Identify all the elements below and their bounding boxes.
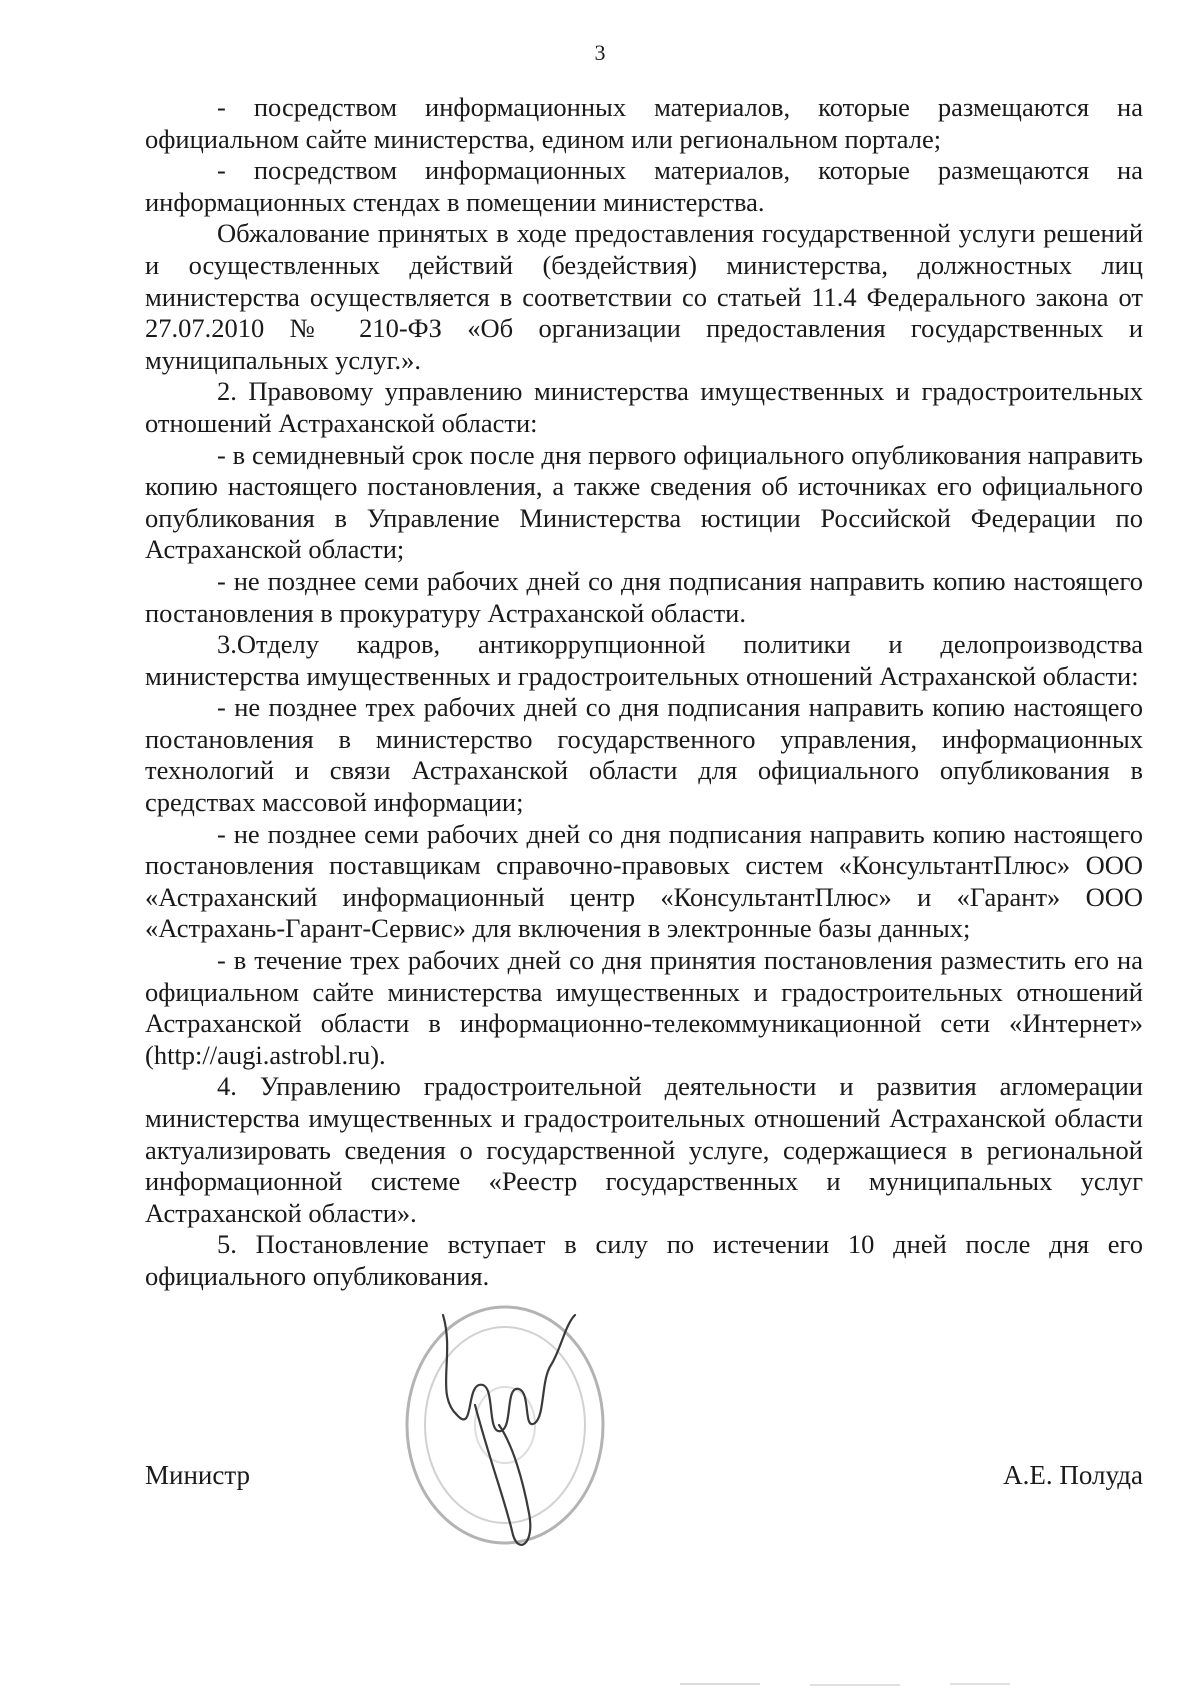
- paragraph-item-2: 2. Правовому управлению министерства имущественных и градостроительных отношений Астраханской области:: [145, 376, 1143, 438]
- page-number: 3: [594, 40, 606, 65]
- signer-name: А.Е. Полуда: [1003, 1460, 1143, 1490]
- paragraph-info-materials-site: - посредством информационных материалов, которые размещаются на официальном сайте министерства, едином или региональном портале;: [145, 92, 1143, 154]
- paragraph-info-materials-stands: - посредством информационных материалов, которые размещаются на информационных стендах в помещении министерства.: [145, 155, 1143, 217]
- paragraph-appeal: Обжалование принятых в ходе предоставления государственной услуги решений и осуществленных действий (бездействия) министерства, должностных лиц министерства осуществляется в соответствии со статьей 11.4 Федерального закона от 27.07.2010 № 210-ФЗ «Об организации предоставления государственных и муниципальных услуг.».: [145, 218, 1143, 375]
- paragraph-item-4: 4. Управлению градостроительной деятельности и развития агломерации министерства имущественных и градостроительных отношений Астраханской области актуализировать сведения о государственной услуге, содержащиеся в региональной информационной системе «Реестр государственных и муниципальных услуг Астраханской области».: [145, 1071, 1143, 1228]
- paragraph-item-3: 3.Отделу кадров, антикоррупционной политики и делопроизводства министерства имущественных и градостроительных отношений Астраханской области:: [145, 629, 1143, 691]
- paragraph-item-3-publication: - не позднее трех рабочих дней со дня подписания направить копию настоящего постановления в министерство государственного управления, информационных технологий и связи Астраханской области для официального опубликования в средствах массовой информации;: [145, 692, 1143, 818]
- paragraph-item-2-justice: - в семидневный срок после дня первого официального опубликования направить копию настоящего постановления, а также сведения об источниках его официального опубликования в Управление Министерства юстиции Российской Федерации по Астраханской области;: [145, 439, 1143, 565]
- signer-position: Министр: [145, 1460, 250, 1490]
- paragraph-item-3-legal-systems: - не позднее семи рабочих дней со дня подписания направить копию настоящего постановления поставщикам справочно-правовых систем «КонсультантПлюс» ООО «Астраханский информационный центр «КонсультантПлюс» и «Гарант» ООО «Астрахань-Гарант-Сервис» для включения в электронные базы данных;: [145, 818, 1143, 944]
- document-body: [145, 92, 1143, 1293]
- scan-footer-marks: [0, 1680, 1200, 1690]
- paragraph-item-2-prosecutor: - не позднее семи рабочих дней со дня подписания направить копию настоящего постановления в прокуратуру Астраханской области.: [145, 565, 1143, 628]
- official-stamp-signature: [395, 1285, 640, 1575]
- paragraph-item-5: 5. Постановление вступает в силу по истечении 10 дней после дня его официального опубликования.: [145, 1229, 1143, 1291]
- paragraph-item-3-website: - в течение трех рабочих дней со дня принятия постановления разместить его на официальном сайте министерства имущественных и градостроительных отношений Астраханской области в информационно-телекоммуникационной сети «Интернет» (http://augi.astrobl.ru).: [145, 945, 1143, 1070]
- signature-block: [145, 1460, 1143, 1500]
